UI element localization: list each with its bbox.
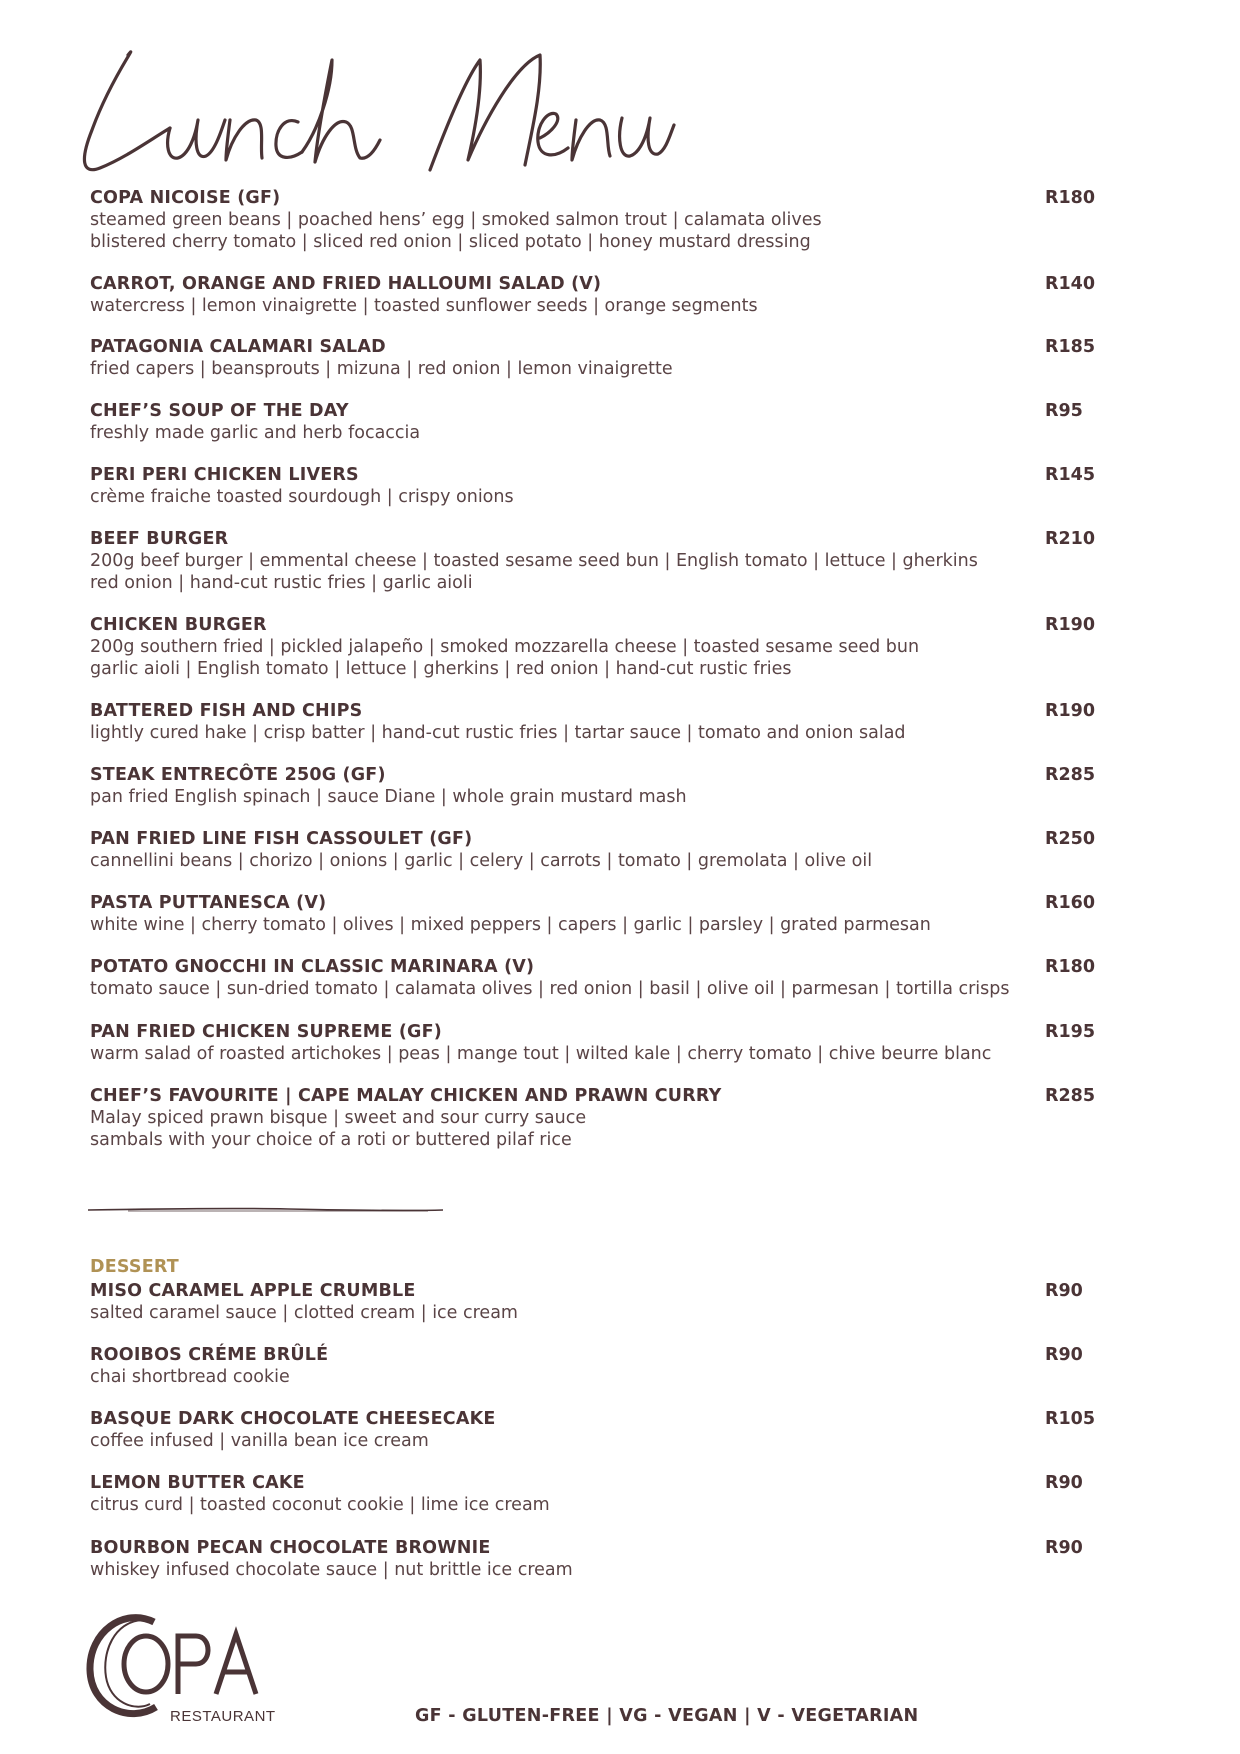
lunch-item-price: R190 <box>1045 615 1096 635</box>
dessert-item-price: R90 <box>1045 1345 1083 1365</box>
dessert-item-name: MISO CARAMEL APPLE CRUMBLE <box>90 1281 416 1301</box>
lunch-item-name: CHEF’S SOUP OF THE DAY <box>90 401 349 421</box>
lunch-item-name: CARROT, ORANGE AND FRIED HALLOUMI SALAD (V) <box>90 274 602 294</box>
lunch-item-name: CHEF’S FAVOURITE | CAPE MALAY CHICKEN AND PRAWN CURRY <box>90 1086 722 1106</box>
dessert-item <box>90 1408 1100 1452</box>
dessert-item-name: LEMON BUTTER CAKE <box>90 1473 305 1493</box>
dessert-item-price: R90 <box>1045 1538 1083 1558</box>
dessert-item <box>90 1472 1100 1516</box>
lunch-item <box>90 764 1100 808</box>
dessert-heading: DESSERT <box>90 1257 179 1277</box>
dessert-item-price: R90 <box>1045 1281 1083 1301</box>
dessert-item-name: ROOIBOS CRÉME BRÛLÉ <box>90 1345 329 1365</box>
dessert-item-price: R90 <box>1045 1473 1083 1493</box>
lunch-item <box>90 1021 1100 1065</box>
lunch-item-price: R195 <box>1045 1022 1096 1042</box>
lunch-item-name: PAN FRIED LINE FISH CASSOULET (GF) <box>90 829 473 849</box>
lunch-item-price: R285 <box>1045 765 1096 785</box>
lunch-item-description: white wine | cherry tomato | olives | mixed peppers | capers | garlic | parsley | grated parmesan <box>90 915 931 935</box>
lunch-item-price: R140 <box>1045 274 1096 294</box>
lunch-item-price: R95 <box>1045 401 1083 421</box>
dessert-item <box>90 1537 1100 1581</box>
lunch-item <box>90 187 1100 253</box>
dessert-item-name: BASQUE DARK CHOCOLATE CHEESECAKE <box>90 1409 496 1429</box>
lunch-item <box>90 336 1100 380</box>
lunch-item-name: PATAGONIA CALAMARI SALAD <box>90 337 386 357</box>
lunch-item-description: 200g southern fried | pickled jalapeño | smoked mozzarella cheese | toasted sesame seed bun garlic aioli | English tomato | lettuce | gherkins | red onion | hand-cut rustic fries <box>90 637 920 679</box>
dessert-item-price: R105 <box>1045 1409 1096 1429</box>
lunch-item <box>90 700 1100 744</box>
lunch-item-name: PERI PERI CHICKEN LIVERS <box>90 465 359 485</box>
dessert-item <box>90 1344 1100 1388</box>
lunch-item-price: R185 <box>1045 337 1096 357</box>
lunch-item-price: R285 <box>1045 1086 1096 1106</box>
lunch-item-name: STEAK ENTRECÔTE 250G (GF) <box>90 765 386 785</box>
lunch-item-name: BATTERED FISH AND CHIPS <box>90 701 363 721</box>
dessert-item-description: salted caramel sauce | clotted cream | ice cream <box>90 1303 518 1323</box>
dessert-item-description: citrus curd | toasted coconut cookie | lime ice cream <box>90 1495 550 1515</box>
lunch-item-price: R180 <box>1045 188 1096 208</box>
lunch-item-description: crème fraiche toasted sourdough | crispy onions <box>90 487 514 507</box>
lunch-item-description: steamed green beans | poached hens’ egg | smoked salmon trout | calamata olives blistered cherry tomato | sliced red onion | sliced potato | honey mustard dressing <box>90 210 822 252</box>
lunch-item <box>90 464 1100 508</box>
lunch-item <box>90 614 1100 680</box>
copa-logo <box>84 1612 284 1732</box>
lunch-item-name: COPA NICOISE (GF) <box>90 188 281 208</box>
lunch-item-price: R250 <box>1045 829 1096 849</box>
lunch-item-name: PASTA PUTTANESCA (V) <box>90 893 327 913</box>
lunch-item-description: warm salad of roasted artichokes | peas | mange tout | wilted kale | cherry tomato | chive beurre blanc <box>90 1044 992 1064</box>
dessert-item <box>90 1280 1100 1324</box>
dessert-item-description: coffee infused | vanilla bean ice cream <box>90 1431 429 1451</box>
lunch-item-price: R180 <box>1045 957 1096 977</box>
lunch-item-description: watercress | lemon vinaigrette | toasted sunflower seeds | orange segments <box>90 296 758 316</box>
page-title <box>70 20 690 180</box>
lunch-item <box>90 956 1100 1000</box>
section-divider <box>88 1205 448 1217</box>
lunch-item <box>90 892 1100 936</box>
lunch-item-price: R210 <box>1045 529 1096 549</box>
lunch-item <box>90 400 1100 444</box>
lunch-item-description: fried capers | beansprouts | mizuna | red onion | lemon vinaigrette <box>90 359 673 379</box>
dessert-item-name: BOURBON PECAN CHOCOLATE BROWNIE <box>90 1538 491 1558</box>
dietary-legend: GF - GLUTEN-FREE | VG - VEGAN | V - VEGETARIAN <box>415 1706 919 1726</box>
lunch-item-description: freshly made garlic and herb focaccia <box>90 423 421 443</box>
lunch-item-name: PAN FRIED CHICKEN SUPREME (GF) <box>90 1022 442 1042</box>
dessert-item-description: chai shortbread cookie <box>90 1367 290 1387</box>
lunch-item-description: pan fried English spinach | sauce Diane | whole grain mustard mash <box>90 787 687 807</box>
logo-subtitle: RESTAURANT <box>170 1708 276 1725</box>
lunch-item <box>90 273 1100 317</box>
lunch-item <box>90 528 1100 594</box>
lunch-item-name: BEEF BURGER <box>90 529 229 549</box>
lunch-item-description: Malay spiced prawn bisque | sweet and sour curry sauce sambals with your choice of a roti or buttered pilaf rice <box>90 1108 587 1150</box>
lunch-item-description: cannellini beans | chorizo | onions | garlic | celery | carrots | tomato | gremolata | olive oil <box>90 851 873 871</box>
lunch-item-price: R190 <box>1045 701 1096 721</box>
lunch-item <box>90 1085 1100 1151</box>
lunch-item-description: lightly cured hake | crisp batter | hand-cut rustic fries | tartar sauce | tomato and onion salad <box>90 723 906 743</box>
lunch-item-price: R160 <box>1045 893 1096 913</box>
lunch-item-name: POTATO GNOCCHI IN CLASSIC MARINARA (V) <box>90 957 535 977</box>
dessert-item-description: whiskey infused chocolate sauce | nut brittle ice cream <box>90 1560 573 1580</box>
lunch-item-price: R145 <box>1045 465 1096 485</box>
lunch-item-description: 200g beef burger | emmental cheese | toasted sesame seed bun | English tomato | lettuce | gherkins red onion | hand-cut rustic fries | garlic aioli <box>90 551 978 593</box>
lunch-item-description: tomato sauce | sun-dried tomato | calamata olives | red onion | basil | olive oil | parmesan | tortilla crisps <box>90 979 1010 999</box>
lunch-item <box>90 828 1100 872</box>
lunch-item-name: CHICKEN BURGER <box>90 615 267 635</box>
